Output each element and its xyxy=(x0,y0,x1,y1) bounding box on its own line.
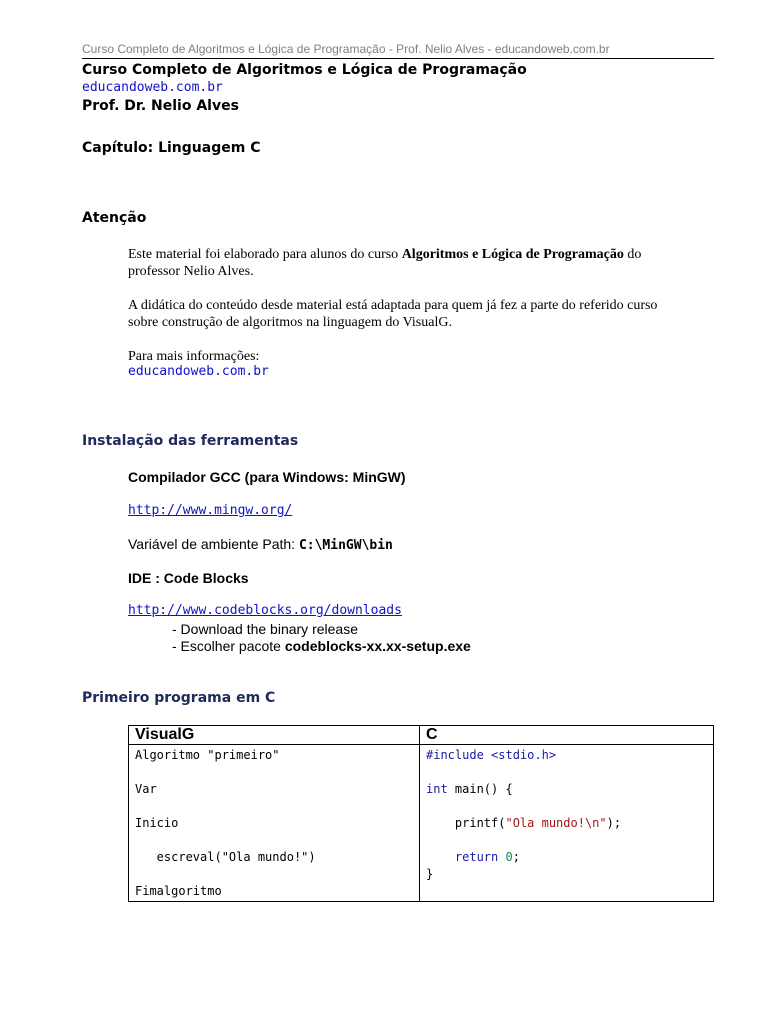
path-line xyxy=(128,536,393,553)
code-line xyxy=(135,832,413,849)
return-value: 0 xyxy=(505,850,513,864)
visualg-column-header: VisualG xyxy=(129,726,420,745)
return-keyword: return xyxy=(454,850,499,864)
main-signature xyxy=(426,781,707,798)
more-info-label: Para mais informações: xyxy=(128,349,260,364)
return-semicolon: ; xyxy=(512,850,520,864)
first-program-heading: Primeiro programa em C xyxy=(82,690,276,706)
setup-file-name: codeblocks-xx.xx-setup.exe xyxy=(284,638,471,654)
printf-string: "Ola mundo!\n" xyxy=(505,816,607,830)
code-line-blank xyxy=(426,798,707,815)
p1-course-name: Algoritmos e Lógica de Programação xyxy=(401,247,624,262)
step-download: - Download the binary release xyxy=(172,621,358,637)
code-line: Var xyxy=(135,782,157,796)
code-line: Inicio xyxy=(135,816,179,830)
closing-brace: } xyxy=(426,867,434,881)
mingw-link[interactable]: http://www.mingw.org/ xyxy=(128,503,293,518)
p1-text-end: do xyxy=(623,247,642,262)
p1-text-start: Este material foi elaborado para alunos do curso xyxy=(128,247,402,262)
header-rule xyxy=(82,58,714,59)
table-header-row xyxy=(129,726,714,745)
main-sig-text: main() { xyxy=(447,782,513,796)
running-header: Curso Completo de Algoritmos e Lógica de Programação - Prof. Nelio Alves - educandoweb.com.br xyxy=(82,42,610,56)
c-code-cell xyxy=(420,745,714,902)
attention-paragraph-2-line-2: sobre construção de algoritmos na linguagem do VisualG. xyxy=(128,315,452,330)
code-comparison-table xyxy=(128,725,714,902)
codeblocks-link[interactable]: http://www.codeblocks.org/downloads xyxy=(128,603,402,618)
install-heading: Instalação das ferramentas xyxy=(82,433,299,449)
code-line xyxy=(135,798,413,815)
course-title: Curso Completo de Algoritmos e Lógica de Programação xyxy=(82,62,527,78)
chapter-title: Capítulo: Linguagem C xyxy=(82,140,261,156)
attention-paragraph-2-line-1: A didática do conteúdo desde material está adaptada para quem já fez a parte do referido curso xyxy=(128,298,658,313)
return-line xyxy=(426,849,707,866)
code-line-blank xyxy=(426,764,707,781)
c-column-header: C xyxy=(420,726,714,745)
visualg-code-cell xyxy=(129,745,420,902)
printf-line xyxy=(426,815,707,832)
more-info-link[interactable]: educandoweb.com.br xyxy=(128,364,269,379)
code-line-blank xyxy=(426,832,707,849)
attention-paragraph-1-line-2: professor Nelio Alves. xyxy=(128,264,254,279)
code-line: Algoritmo "primeiro" xyxy=(135,748,280,762)
code-line: Fimalgoritmo xyxy=(135,884,222,898)
printf-open: printf( xyxy=(426,816,506,830)
gcc-title: Compilador GCC (para Windows: MinGW) xyxy=(128,469,406,485)
step-package xyxy=(172,638,471,654)
return-indent xyxy=(426,850,455,864)
attention-paragraph-1 xyxy=(128,246,714,263)
printf-close: ); xyxy=(606,816,622,830)
site-link[interactable]: educandoweb.com.br xyxy=(82,80,223,95)
path-label: Variável de ambiente Path: xyxy=(128,536,299,552)
code-line xyxy=(135,866,413,883)
author-name: Prof. Dr. Nelio Alves xyxy=(82,98,239,114)
path-value: C:\MinGW\bin xyxy=(298,538,393,553)
table-code-row xyxy=(129,745,714,902)
int-keyword: int xyxy=(426,782,448,796)
ide-title: IDE : Code Blocks xyxy=(128,570,249,586)
include-directive: #include <stdio.h> xyxy=(426,748,557,762)
attention-heading: Atenção xyxy=(82,210,147,226)
code-line: escreval("Ola mundo!") xyxy=(135,850,316,864)
code-line xyxy=(135,764,413,781)
step-package-prefix: - Escolher pacote xyxy=(172,638,285,654)
